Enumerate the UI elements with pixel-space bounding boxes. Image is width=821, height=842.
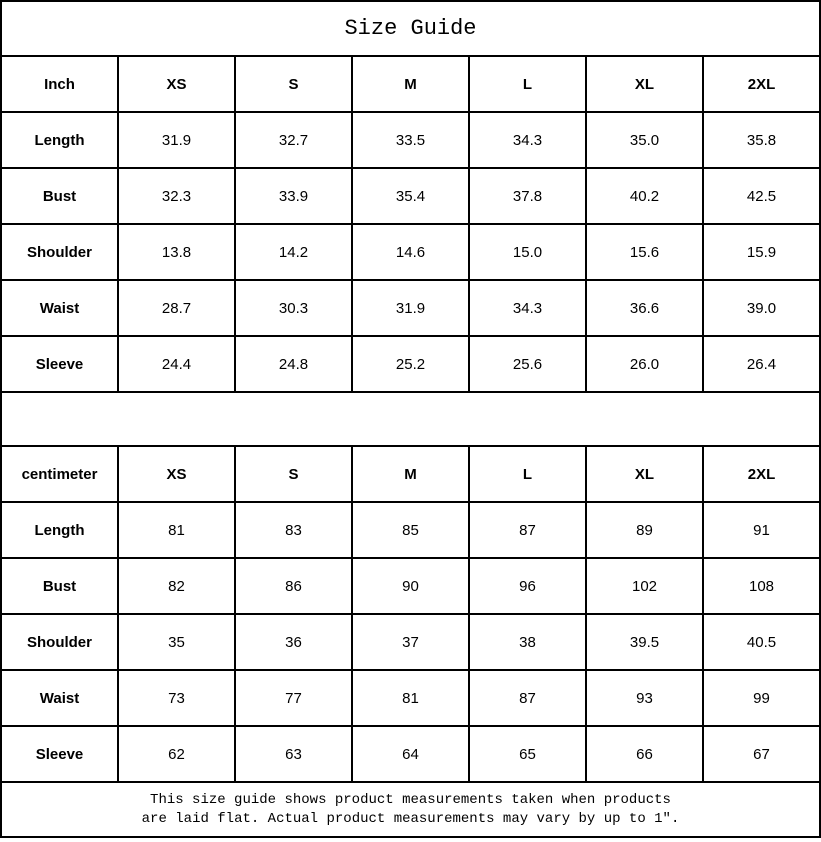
value-cell: 81 bbox=[118, 502, 235, 558]
value-cell: 40.5 bbox=[703, 614, 820, 670]
row-label-cell: Waist bbox=[1, 280, 118, 336]
value-cell: 90 bbox=[352, 558, 469, 614]
row-label-cell: Length bbox=[1, 502, 118, 558]
value-cell: 81 bbox=[352, 670, 469, 726]
value-cell: 14.6 bbox=[352, 224, 469, 280]
size-header-cell: XS bbox=[118, 56, 235, 112]
size-table-header-row bbox=[1, 56, 820, 112]
value-cell: 34.3 bbox=[469, 280, 586, 336]
value-cell: 31.9 bbox=[352, 280, 469, 336]
row-label-cell: Shoulder bbox=[1, 614, 118, 670]
value-cell: 86 bbox=[235, 558, 352, 614]
value-cell: 32.7 bbox=[235, 112, 352, 168]
value-cell: 26.0 bbox=[586, 336, 703, 392]
value-cell: 96 bbox=[469, 558, 586, 614]
value-cell: 26.4 bbox=[703, 336, 820, 392]
value-cell: 15.6 bbox=[586, 224, 703, 280]
value-cell: 37.8 bbox=[469, 168, 586, 224]
size-header-cell: S bbox=[235, 56, 352, 112]
size-header-cell: M bbox=[352, 56, 469, 112]
value-cell: 35.4 bbox=[352, 168, 469, 224]
unit-header-cell: Inch bbox=[1, 56, 118, 112]
value-cell: 85 bbox=[352, 502, 469, 558]
size-header-cell: XS bbox=[118, 446, 235, 502]
value-cell: 83 bbox=[235, 502, 352, 558]
value-cell: 37 bbox=[352, 614, 469, 670]
value-cell: 62 bbox=[118, 726, 235, 782]
measurement-row bbox=[1, 726, 820, 782]
value-cell: 33.9 bbox=[235, 168, 352, 224]
centimeter-size-table bbox=[0, 445, 821, 783]
size-header-cell: L bbox=[469, 56, 586, 112]
value-cell: 63 bbox=[235, 726, 352, 782]
footer-note-line-2: are laid flat. Actual product measurements may vary by up to 1″. bbox=[141, 810, 680, 827]
value-cell: 24.8 bbox=[235, 336, 352, 392]
value-cell: 64 bbox=[352, 726, 469, 782]
size-header-cell: 2XL bbox=[703, 56, 820, 112]
value-cell: 99 bbox=[703, 670, 820, 726]
value-cell: 25.2 bbox=[352, 336, 469, 392]
size-header-cell: S bbox=[235, 446, 352, 502]
size-header-cell: XL bbox=[586, 56, 703, 112]
measurement-row bbox=[1, 670, 820, 726]
value-cell: 13.8 bbox=[118, 224, 235, 280]
value-cell: 35 bbox=[118, 614, 235, 670]
value-cell: 108 bbox=[703, 558, 820, 614]
value-cell: 65 bbox=[469, 726, 586, 782]
value-cell: 36 bbox=[235, 614, 352, 670]
value-cell: 93 bbox=[586, 670, 703, 726]
value-cell: 42.5 bbox=[703, 168, 820, 224]
measurement-row bbox=[1, 168, 820, 224]
value-cell: 39.5 bbox=[586, 614, 703, 670]
value-cell: 30.3 bbox=[235, 280, 352, 336]
inch-size-table bbox=[0, 55, 821, 393]
unit-header-cell: centimeter bbox=[1, 446, 118, 502]
row-label-cell: Waist bbox=[1, 670, 118, 726]
value-cell: 66 bbox=[586, 726, 703, 782]
size-table-header-row bbox=[1, 446, 820, 502]
size-header-cell: XL bbox=[586, 446, 703, 502]
value-cell: 31.9 bbox=[118, 112, 235, 168]
row-label-cell: Bust bbox=[1, 168, 118, 224]
value-cell: 15.9 bbox=[703, 224, 820, 280]
value-cell: 24.4 bbox=[118, 336, 235, 392]
value-cell: 39.0 bbox=[703, 280, 820, 336]
value-cell: 87 bbox=[469, 502, 586, 558]
row-label-cell: Length bbox=[1, 112, 118, 168]
value-cell: 89 bbox=[586, 502, 703, 558]
measurement-row bbox=[1, 280, 820, 336]
value-cell: 91 bbox=[703, 502, 820, 558]
value-cell: 15.0 bbox=[469, 224, 586, 280]
page-title: Size Guide bbox=[344, 16, 477, 41]
title-row bbox=[0, 0, 821, 57]
measurement-row bbox=[1, 558, 820, 614]
value-cell: 77 bbox=[235, 670, 352, 726]
table-gap-spacer bbox=[0, 391, 821, 447]
size-header-cell: 2XL bbox=[703, 446, 820, 502]
row-label-cell: Bust bbox=[1, 558, 118, 614]
value-cell: 67 bbox=[703, 726, 820, 782]
footer-note bbox=[0, 781, 821, 838]
row-label-cell: Sleeve bbox=[1, 336, 118, 392]
value-cell: 82 bbox=[118, 558, 235, 614]
value-cell: 34.3 bbox=[469, 112, 586, 168]
value-cell: 73 bbox=[118, 670, 235, 726]
row-label-cell: Sleeve bbox=[1, 726, 118, 782]
measurement-row bbox=[1, 614, 820, 670]
row-label-cell: Shoulder bbox=[1, 224, 118, 280]
measurement-row bbox=[1, 112, 820, 168]
footer-note-line-1: This size guide shows product measurements taken when products bbox=[150, 791, 671, 808]
size-header-cell: L bbox=[469, 446, 586, 502]
value-cell: 14.2 bbox=[235, 224, 352, 280]
value-cell: 38 bbox=[469, 614, 586, 670]
measurement-row bbox=[1, 502, 820, 558]
value-cell: 35.0 bbox=[586, 112, 703, 168]
value-cell: 28.7 bbox=[118, 280, 235, 336]
value-cell: 32.3 bbox=[118, 168, 235, 224]
measurement-row bbox=[1, 224, 820, 280]
value-cell: 33.5 bbox=[352, 112, 469, 168]
size-header-cell: M bbox=[352, 446, 469, 502]
value-cell: 35.8 bbox=[703, 112, 820, 168]
measurement-row bbox=[1, 336, 820, 392]
value-cell: 40.2 bbox=[586, 168, 703, 224]
value-cell: 36.6 bbox=[586, 280, 703, 336]
value-cell: 25.6 bbox=[469, 336, 586, 392]
value-cell: 102 bbox=[586, 558, 703, 614]
value-cell: 87 bbox=[469, 670, 586, 726]
